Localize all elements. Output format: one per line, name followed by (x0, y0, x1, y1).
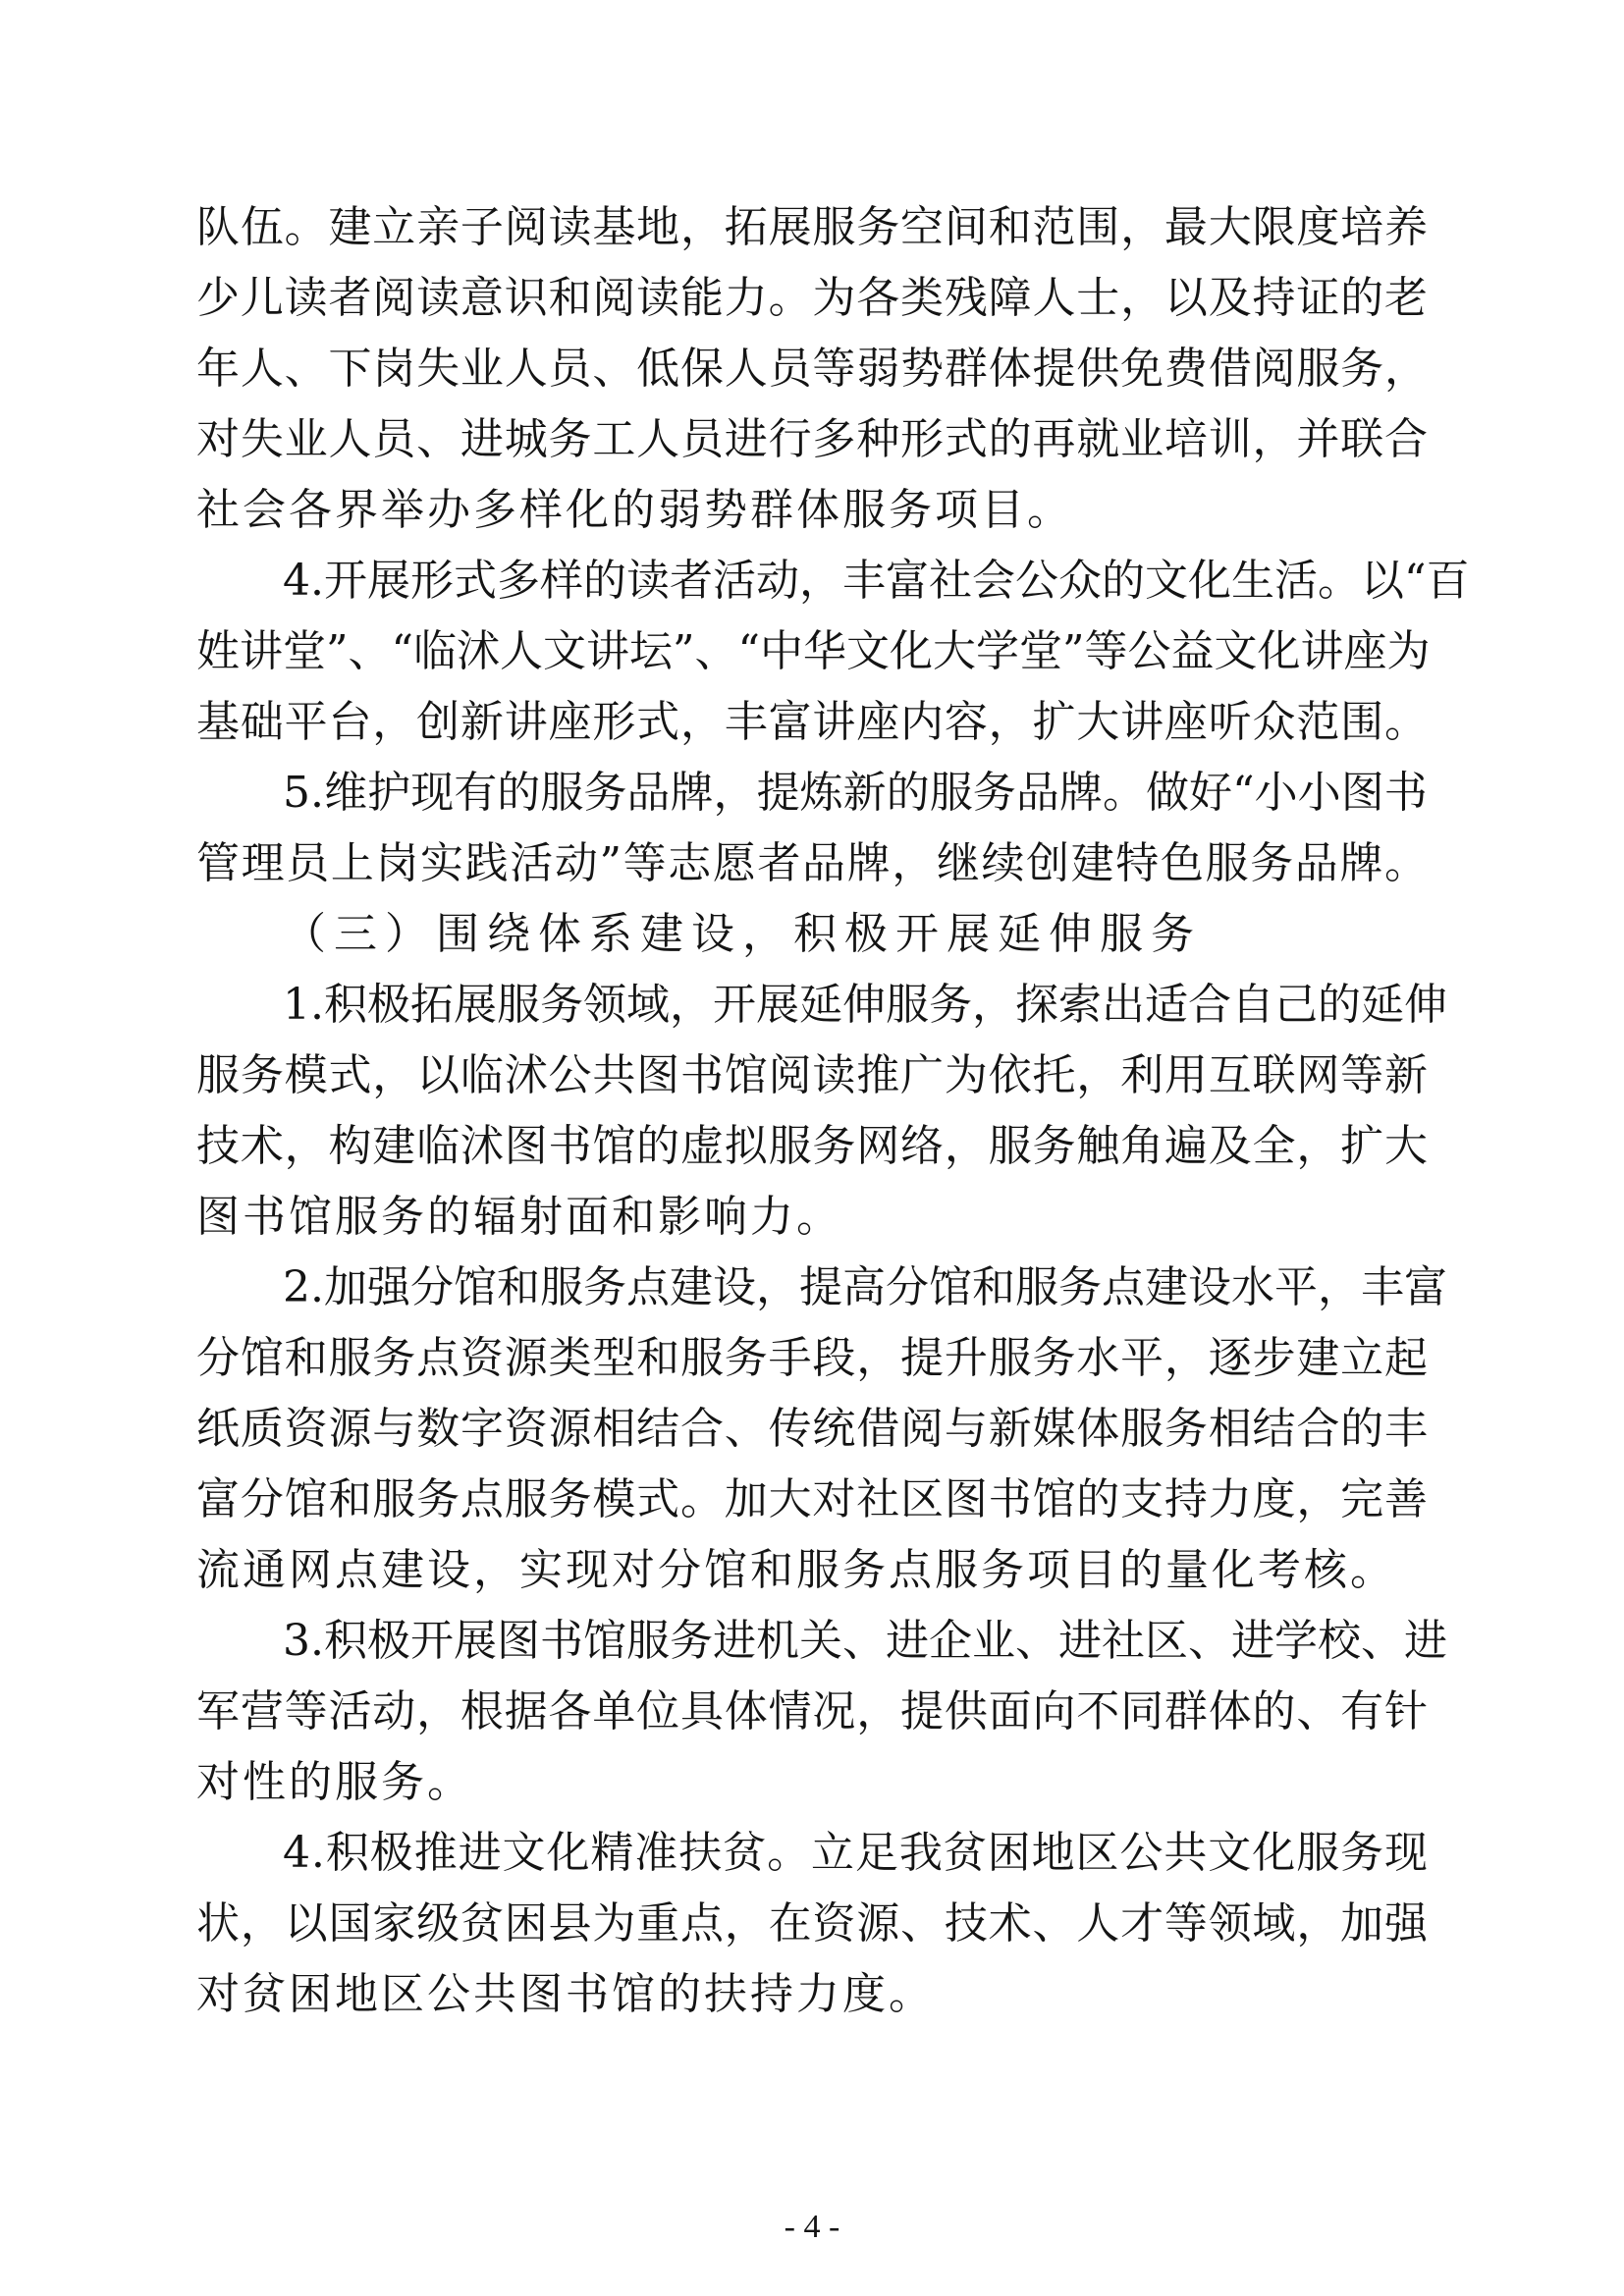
text-line: 队 伍 。 建 立 亲 子 阅 读 基 地 ， 拓 展 服 务 空 间 和 范 围 ， 最 大 限 度 培 养 (196, 202, 1428, 252)
text-line: 富 分 馆 和 服 务 点 服 务 模 式 。 加 大 对 社 区 图 书 馆 的 支 持 力 度 ， 完 善 (196, 1474, 1428, 1524)
paragraph-outreach (196, 1606, 1447, 1818)
text-line: 军 营 等 活 动 ， 根 据 各 单 位 具 体 情 况 ， 提 供 面 向 不 同 群 体 的 、 有 针 (196, 1686, 1428, 1736)
text-line: 1 . 积 极 拓 展 服 务 领 域 ， 开 展 延 伸 服 务 ， 探 索 出 适 合 自 己 的 延 伸 (283, 980, 1447, 1030)
text-line: 3 . 积 极 开 展 图 书 馆 服 务 进 机 关 、 进 企 业 、 进 社 区 、 进 学 校 、 进 (283, 1616, 1447, 1666)
text-line: 图书馆服务的辐射面和影响力。 (196, 1192, 842, 1242)
text-line: 年 人 、 下 岗 失 业 人 员 、 低 保 人 员 等 弱 势 群 体 提 供 免 费 借 阅 服 务 ， (196, 344, 1428, 394)
text-line: 姓 讲 堂 ” 、 “ 临 沭 人 文 讲 坛 ” 、 “ 中 华 文 化 大 学 堂 ” 等 公 益 文 化 讲 座 为 (196, 626, 1431, 676)
text-line: 对 失 业 人 员 、 进 城 务 工 人 员 进 行 多 种 形 式 的 再 就 业 培 训 ， 并 联 合 (196, 414, 1428, 464)
text-line: 纸 质 资 源 与 数 字 资 源 相 结 合 、 传 统 借 阅 与 新 媒 体 服 务 相 结 合 的 丰 (196, 1404, 1428, 1454)
section-heading (196, 899, 1428, 970)
body-text (196, 192, 1470, 2030)
text-line: 少 儿 读 者 阅 读 意 识 和 阅 读 能 力 。 为 各 类 残 障 人 士 ， 以 及 持 证 的 老 (196, 273, 1428, 323)
text-line: 对性的服务。 (196, 1757, 473, 1807)
text-line: 技 术 ， 构 建 临 沭 图 书 馆 的 虚 拟 服 务 网 络 ， 服 务 触 角 遍 及 全 ， 扩 大 (196, 1121, 1428, 1171)
page-number: - 4 - (784, 2209, 840, 2245)
paragraph-extended-services (196, 970, 1447, 1253)
text-line: 4 . 开 展 形 式 多 样 的 读 者 活 动 ， 丰 富 社 会 公 众 的 文 化 生 活 。 以 “ 百 (283, 556, 1470, 606)
text-line: 4 . 积 极 推 进 文 化 精 准 扶 贫 。 立 足 我 贫 困 地 区 公 共 文 化 服 务 现 (283, 1828, 1428, 1878)
paragraph-poverty-alleviation (196, 1818, 1428, 2030)
text-line: 管 理 员 上 岗 实 践 活 动 ” 等 志 愿 者 品 牌 ， 继 续 创 建 特 色 服 务 品 牌 。 (196, 838, 1428, 888)
text-line: 5 . 维 护 现 有 的 服 务 品 牌 ， 提 炼 新 的 服 务 品 牌 。 做 好 “ 小 小 图 书 (283, 768, 1428, 818)
text-line: 社会各界举办多样化的弱势群体服务项目。 (196, 485, 1073, 535)
text-line: 2 . 加 强 分 馆 和 服 务 点 建 设 ， 提 高 分 馆 和 服 务 点 建 设 水 平 ， 丰 富 (283, 1262, 1447, 1312)
text-line: 分 馆 和 服 务 点 资 源 类 型 和 服 务 手 段 ， 提 升 服 务 水 平 ， 逐 步 建 立 起 (196, 1333, 1428, 1383)
paragraph-vulnerable-groups (196, 192, 1428, 546)
text-line: 基 础 平 台 ， 创 新 讲 座 形 式 ， 丰 富 讲 座 内 容 ， 扩 大 讲 座 听 众 范 围 。 (196, 697, 1428, 747)
text-line: 流通网点建设，实现对分馆和服务点服务项目的量化考核。 (196, 1545, 1396, 1595)
text-line: 对贫困地区公共图书馆的扶持力度。 (196, 1969, 935, 2019)
text-line: 服 务 模 式 ， 以 临 沭 公 共 图 书 馆 阅 读 推 广 为 依 托 ， 利 用 互 联 网 等 新 (196, 1050, 1428, 1100)
text-line: 状 ， 以 国 家 级 贫 困 县 为 重 点 ， 在 资 源 、 技 术 、 人 才 等 领 域 ， 加 强 (196, 1898, 1428, 1949)
section-heading-text: （三）围绕体系建设，积极开展延伸服务 (283, 909, 1202, 959)
paragraph-reader-activities (196, 546, 1470, 758)
paragraph-service-brands (196, 758, 1428, 899)
paragraph-branch-construction (196, 1253, 1447, 1606)
